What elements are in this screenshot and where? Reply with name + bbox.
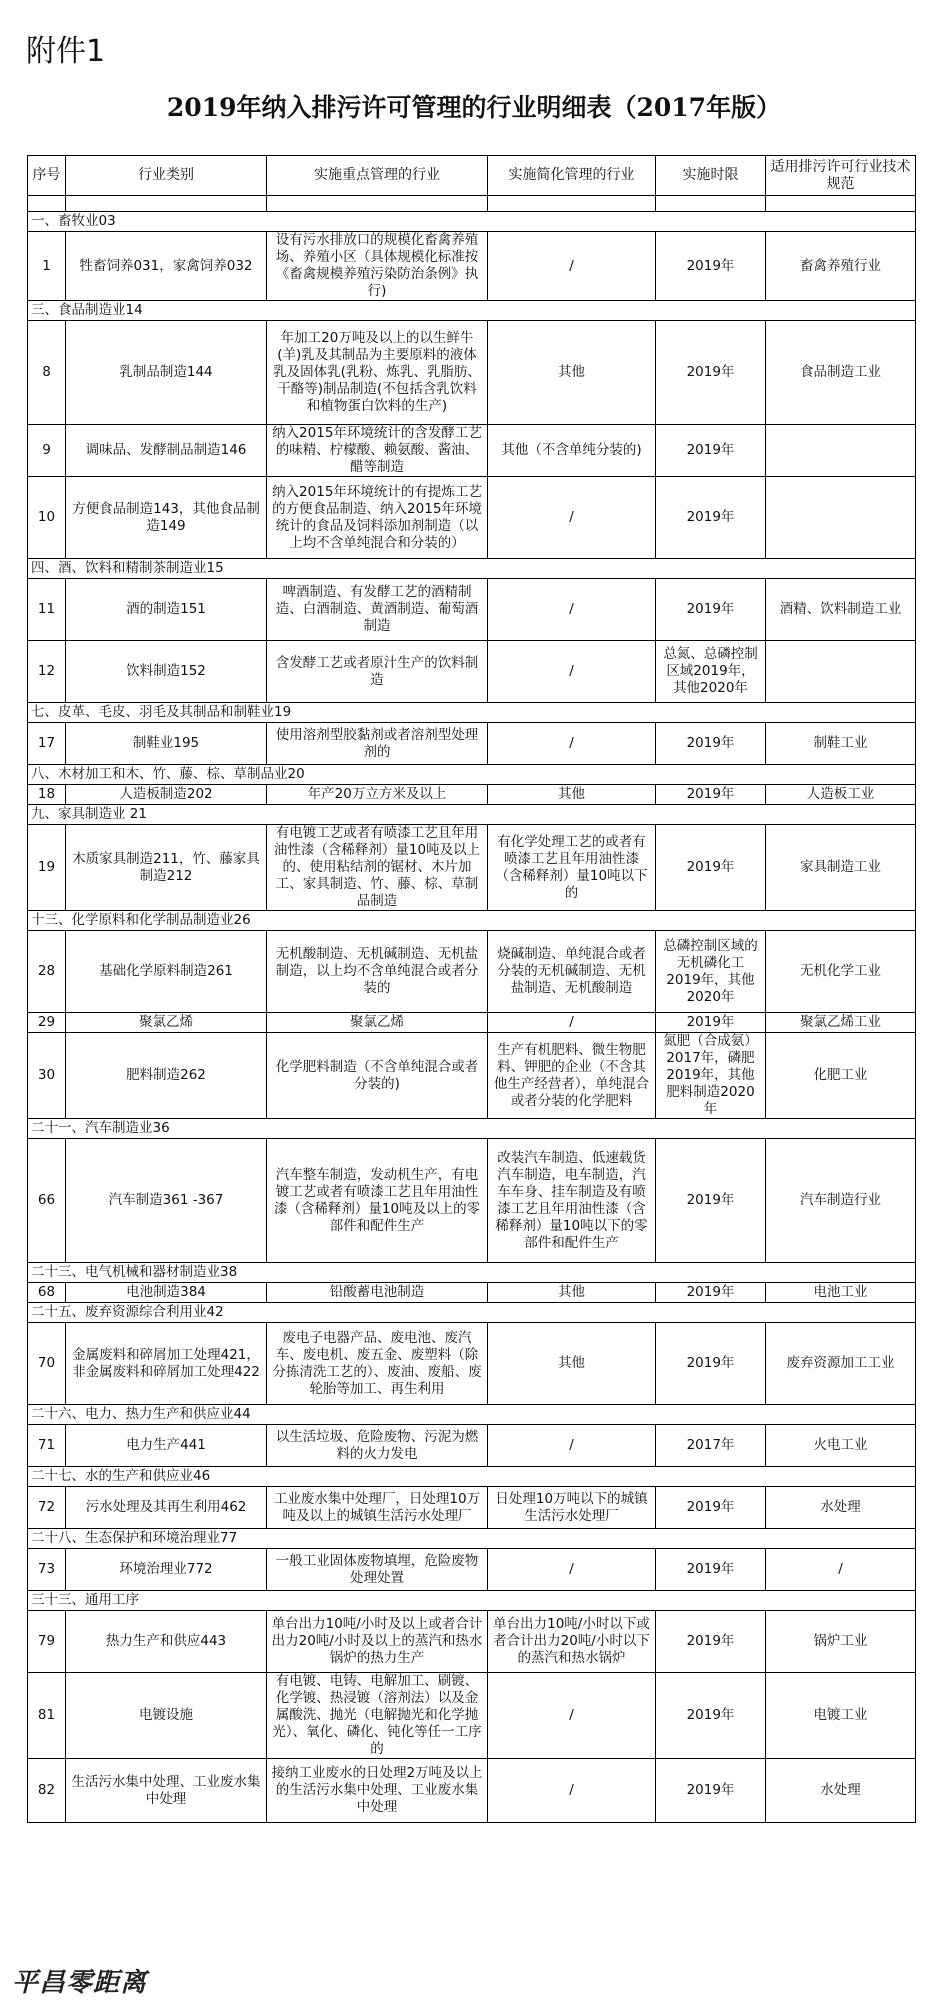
cell-key-management: 纳入2015年环境统计的有提炼工艺的方便食品制造、纳入2015年环境统计的食品及饲料添加剂制造（以上均不含单纯混合和分装的）	[267, 477, 488, 559]
cell-technical-spec: 人造板工业	[766, 785, 916, 805]
cell-category: 调味品、发酵制品制造146	[66, 425, 267, 477]
cell-technical-spec	[766, 477, 916, 559]
cell-key-management: 设有污水排放口的规模化畜禽养殖场、养殖小区（具体规模化标准按《畜禽规模养殖污染防治条例》执行)	[267, 232, 488, 301]
section-header-row	[28, 805, 916, 825]
cell-deadline: 2017年	[656, 1425, 766, 1467]
empty-cell	[28, 196, 66, 212]
cell-simplified-management: 其他	[488, 321, 656, 425]
cell-deadline: 2019年	[656, 1549, 766, 1591]
cell-key-management: 接纳工业废水的日处理2万吨及以上的生活污水集中处理、工业废水集中处理	[267, 1759, 488, 1823]
cell-simplified-management: 有化学处理工艺的或者有喷漆工艺且年用油性漆（含稀释剂）量10吨以下的	[488, 825, 656, 911]
cell-category: 饮料制造152	[66, 641, 267, 703]
cell-index: 10	[28, 477, 66, 559]
cell-key-management: 有电镀、电铸、电解加工、刷镀、化学镀、热浸镀（溶剂法）以及金属酸洗、抛光（电解抛光和化学抛光）、氧化、磷化、钝化等任一工序的	[267, 1673, 488, 1759]
document-title: 2019年纳入排污许可管理的行业明细表（2017年版）	[166, 93, 782, 122]
section-title: 三十三、通用工序	[28, 1591, 916, 1611]
section-header-row	[28, 703, 916, 723]
cell-index: 66	[28, 1139, 66, 1263]
section-title: 二十七、水的生产和供应业46	[28, 1467, 916, 1487]
table-row-blank	[28, 196, 916, 212]
cell-deadline: 2019年	[656, 321, 766, 425]
cell-deadline: 2019年	[656, 723, 766, 765]
cell-category: 肥料制造262	[66, 1033, 267, 1119]
table-row	[28, 1759, 916, 1823]
cell-deadline: 2019年	[656, 579, 766, 641]
cell-simplified-management: /	[488, 641, 656, 703]
cell-deadline: 2019年	[656, 232, 766, 301]
cell-index: 68	[28, 1283, 66, 1303]
cell-category: 方便食品制造143，其他食品制造149	[66, 477, 267, 559]
cell-index: 12	[28, 641, 66, 703]
section-title: 三、食品制造业14	[28, 301, 916, 321]
cell-deadline: 2019年	[656, 1487, 766, 1529]
empty-cell	[66, 196, 267, 212]
section-title: 二十五、废弃资源综合利用业42	[28, 1303, 916, 1323]
cell-key-management: 无机酸制造、无机碱制造、无机盐制造，以上均不含单纯混合或者分装的	[267, 931, 488, 1013]
table-row	[28, 641, 916, 703]
cell-simplified-management: 改装汽车制造、低速载货汽车制造，电车制造，汽车车身、挂车制造及有喷漆工艺且年用油性漆（含稀释剂）量10吨以下的零部件和配件生产	[488, 1139, 656, 1263]
section-title: 十三、化学原料和化学制品制造业26	[28, 911, 916, 931]
cell-index: 70	[28, 1323, 66, 1405]
cell-category: 牲畜饲养031，家禽饲养032	[66, 232, 267, 301]
cell-index: 1	[28, 232, 66, 301]
cell-technical-spec: 电池工业	[766, 1283, 916, 1303]
cell-technical-spec: 电镀工业	[766, 1673, 916, 1759]
cell-deadline: 2019年	[656, 1139, 766, 1263]
table-row	[28, 232, 916, 301]
cell-deadline: 2019年	[656, 1673, 766, 1759]
cell-category: 污水处理及其再生利用462	[66, 1487, 267, 1529]
column-header-technical-spec: 适用排污许可行业技术规范	[766, 156, 916, 196]
section-header-row	[28, 1303, 916, 1323]
section-title: 二十三、电气机械和器材制造业38	[28, 1263, 916, 1283]
cell-category: 木质家具制造211，竹、藤家具制造212	[66, 825, 267, 911]
cell-technical-spec: 水处理	[766, 1759, 916, 1823]
section-header-row	[28, 1263, 916, 1283]
cell-simplified-management: 日处理10万吨以下的城镇生活污水处理厂	[488, 1487, 656, 1529]
cell-index: 8	[28, 321, 66, 425]
cell-deadline: 2019年	[656, 1013, 766, 1033]
cell-simplified-management: /	[488, 1673, 656, 1759]
cell-key-management: 使用溶剂型胶黏剂或者溶剂型处理剂的	[267, 723, 488, 765]
cell-technical-spec: 锅炉工业	[766, 1611, 916, 1673]
cell-technical-spec: 汽车制造行业	[766, 1139, 916, 1263]
cell-index: 28	[28, 931, 66, 1013]
cell-technical-spec: 水处理	[766, 1487, 916, 1529]
cell-key-management: 年产20万立方米及以上	[267, 785, 488, 805]
section-header-row	[28, 1467, 916, 1487]
cell-simplified-management: /	[488, 477, 656, 559]
section-header-row	[28, 559, 916, 579]
cell-index: 29	[28, 1013, 66, 1033]
table-row	[28, 785, 916, 805]
section-header-row	[28, 1529, 916, 1549]
cell-key-management: 一般工业固体废物填埋，危险废物处理处置	[267, 1549, 488, 1591]
cell-deadline: 2019年	[656, 1323, 766, 1405]
cell-index: 72	[28, 1487, 66, 1529]
table-row	[28, 1425, 916, 1467]
cell-technical-spec: 酒精、饮料制造工业	[766, 579, 916, 641]
cell-deadline: 2019年	[656, 1283, 766, 1303]
table-row	[28, 825, 916, 911]
column-header-simplified-management: 实施简化管理的行业	[488, 156, 656, 196]
cell-index: 71	[28, 1425, 66, 1467]
cell-category: 乳制品制造144	[66, 321, 267, 425]
table-row	[28, 931, 916, 1013]
cell-category: 制鞋业195	[66, 723, 267, 765]
empty-cell	[656, 196, 766, 212]
cell-technical-spec: 制鞋工业	[766, 723, 916, 765]
table-row	[28, 1323, 916, 1405]
watermark: 平昌零距离	[12, 1968, 148, 1998]
section-title: 二十八、生态保护和环境治理业77	[28, 1529, 916, 1549]
cell-simplified-management: /	[488, 1425, 656, 1467]
table-header-row	[28, 156, 916, 196]
cell-key-management: 以生活垃圾、危险废物、污泥为燃料的火力发电	[267, 1425, 488, 1467]
cell-index: 30	[28, 1033, 66, 1119]
section-title: 八、木材加工和木、竹、藤、棕、草制品业20	[28, 765, 916, 785]
table-row	[28, 425, 916, 477]
cell-technical-spec	[766, 425, 916, 477]
cell-index: 11	[28, 579, 66, 641]
cell-category: 电镀设施	[66, 1673, 267, 1759]
cell-index: 18	[28, 785, 66, 805]
cell-key-management: 含发酵工艺或者原汁生产的饮料制造	[267, 641, 488, 703]
cell-category: 电力生产441	[66, 1425, 267, 1467]
cell-technical-spec: 化肥工业	[766, 1033, 916, 1119]
cell-index: 9	[28, 425, 66, 477]
cell-index: 79	[28, 1611, 66, 1673]
cell-simplified-management: /	[488, 1549, 656, 1591]
attachment-label: 附件1	[26, 34, 106, 69]
cell-key-management: 聚氯乙烯	[267, 1013, 488, 1033]
section-title: 二十六、电力、热力生产和供应业44	[28, 1405, 916, 1425]
cell-index: 19	[28, 825, 66, 911]
cell-simplified-management: 生产有机肥料、微生物肥料、钾肥的企业（不含其他生产经营者），单纯混合或者分装的化学肥料	[488, 1033, 656, 1119]
section-title: 九、家具制造业 21	[28, 805, 916, 825]
cell-key-management: 废电子电器产品、废电池、废汽车、废电机、废五金、废塑料（除分拣清洗工艺的）、废油、废船、废轮胎等加工、再生利用	[267, 1323, 488, 1405]
table-row	[28, 477, 916, 559]
cell-deadline: 2019年	[656, 785, 766, 805]
cell-deadline: 氮肥（合成氨）2017年，磷肥2019年，其他肥料制造2020年	[656, 1033, 766, 1119]
table-row	[28, 1139, 916, 1263]
cell-deadline: 总磷控制区域的无机磷化工2019年，其他2020年	[656, 931, 766, 1013]
cell-category: 汽车制造361 -367	[66, 1139, 267, 1263]
table-row	[28, 1487, 916, 1529]
section-header-row	[28, 212, 916, 232]
cell-technical-spec: 无机化学工业	[766, 931, 916, 1013]
cell-category: 环境治理业772	[66, 1549, 267, 1591]
section-title: 一、畜牧业03	[28, 212, 916, 232]
cell-deadline: 2019年	[656, 1611, 766, 1673]
section-header-row	[28, 1405, 916, 1425]
table-row	[28, 723, 916, 765]
empty-cell	[267, 196, 488, 212]
cell-index: 17	[28, 723, 66, 765]
cell-simplified-management: /	[488, 232, 656, 301]
table-row	[28, 1033, 916, 1119]
cell-index: 81	[28, 1673, 66, 1759]
cell-technical-spec: 家具制造工业	[766, 825, 916, 911]
cell-category: 酒的制造151	[66, 579, 267, 641]
cell-key-management: 纳入2015年环境统计的含发酵工艺的味精、柠檬酸、赖氨酸、酱油、醋等制造	[267, 425, 488, 477]
cell-key-management: 啤酒制造、有发酵工艺的酒精制造、白酒制造、黄酒制造、葡萄酒制造	[267, 579, 488, 641]
cell-simplified-management: /	[488, 579, 656, 641]
empty-cell	[766, 196, 916, 212]
cell-category: 热力生产和供应443	[66, 1611, 267, 1673]
cell-category: 聚氯乙烯	[66, 1013, 267, 1033]
cell-technical-spec	[766, 641, 916, 703]
cell-simplified-management: /	[488, 723, 656, 765]
table-row	[28, 1611, 916, 1673]
table-row	[28, 579, 916, 641]
table-row	[28, 1283, 916, 1303]
section-title: 四、酒、饮料和精制茶制造业15	[28, 559, 916, 579]
cell-technical-spec: 畜禽养殖行业	[766, 232, 916, 301]
table-row	[28, 1673, 916, 1759]
cell-simplified-management: 其他	[488, 785, 656, 805]
cell-simplified-management: /	[488, 1013, 656, 1033]
cell-simplified-management: 其他（不含单纯分装的)	[488, 425, 656, 477]
section-header-row	[28, 1119, 916, 1139]
cell-index: 82	[28, 1759, 66, 1823]
section-header-row	[28, 301, 916, 321]
cell-deadline: 2019年	[656, 477, 766, 559]
cell-index: 73	[28, 1549, 66, 1591]
cell-simplified-management: 单台出力10吨/小时以下或者合计出力20吨/小时以下的蒸汽和热水锅炉	[488, 1611, 656, 1673]
table-row	[28, 1549, 916, 1591]
table-body	[28, 196, 916, 1823]
section-title: 二十一、汽车制造业36	[28, 1119, 916, 1139]
cell-simplified-management: 烧碱制造、单纯混合或者分装的无机碱制造、无机盐制造、无机酸制造	[488, 931, 656, 1013]
cell-category: 人造板制造202	[66, 785, 267, 805]
cell-technical-spec: 火电工业	[766, 1425, 916, 1467]
industry-table	[27, 155, 916, 1823]
cell-key-management: 汽车整车制造，发动机生产，有电镀工艺或者有喷漆工艺且年用油性漆（含稀释剂）量10吨及以上的零部件和配件生产	[267, 1139, 488, 1263]
empty-cell	[488, 196, 656, 212]
section-header-row	[28, 1591, 916, 1611]
cell-category: 生活污水集中处理、工业废水集中处理	[66, 1759, 267, 1823]
cell-deadline: 总氮、总磷控制区域2019年，其他2020年	[656, 641, 766, 703]
column-header-deadline: 实施时限	[656, 156, 766, 196]
cell-key-management: 年加工20万吨及以上的以生鲜牛(羊)乳及其制品为主要原料的液体乳及固体乳(乳粉、炼乳、乳脂肪、干酪等)制品制造(不包括含乳饮料和植物蛋白饮料的生产)	[267, 321, 488, 425]
table-row	[28, 321, 916, 425]
cell-technical-spec: /	[766, 1549, 916, 1591]
cell-key-management: 单台出力10吨/小时及以上或者合计出力20吨/小时及以上的蒸汽和热水锅炉的热力生产	[267, 1611, 488, 1673]
cell-key-management: 有电镀工艺或者有喷漆工艺且年用油性漆（含稀释剂）量10吨及以上的、使用粘结剂的锯材、木片加工、家具制造、竹、藤、棕、草制品制造	[267, 825, 488, 911]
cell-category: 电池制造384	[66, 1283, 267, 1303]
cell-category: 金属废料和碎屑加工处理421，非金属废料和碎屑加工处理422	[66, 1323, 267, 1405]
cell-technical-spec: 食品制造工业	[766, 321, 916, 425]
section-header-row	[28, 911, 916, 931]
cell-technical-spec: 聚氯乙烯工业	[766, 1013, 916, 1033]
cell-key-management: 铅酸蓄电池制造	[267, 1283, 488, 1303]
cell-deadline: 2019年	[656, 425, 766, 477]
table-row	[28, 1013, 916, 1033]
section-header-row	[28, 765, 916, 785]
column-header-key-management: 实施重点管理的行业	[267, 156, 488, 196]
column-header-index: 序号	[28, 156, 66, 196]
cell-category: 基础化学原料制造261	[66, 931, 267, 1013]
cell-simplified-management: 其他	[488, 1283, 656, 1303]
cell-simplified-management: 其他	[488, 1323, 656, 1405]
cell-deadline: 2019年	[656, 825, 766, 911]
cell-technical-spec: 废弃资源加工工业	[766, 1323, 916, 1405]
column-header-category: 行业类别	[66, 156, 267, 196]
section-title: 七、皮革、毛皮、羽毛及其制品和制鞋业19	[28, 703, 916, 723]
cell-deadline: 2019年	[656, 1759, 766, 1823]
cell-key-management: 工业废水集中处理厂，日处理10万吨及以上的城镇生活污水处理厂	[267, 1487, 488, 1529]
cell-key-management: 化学肥料制造（不含单纯混合或者分装的)	[267, 1033, 488, 1119]
cell-simplified-management: /	[488, 1759, 656, 1823]
